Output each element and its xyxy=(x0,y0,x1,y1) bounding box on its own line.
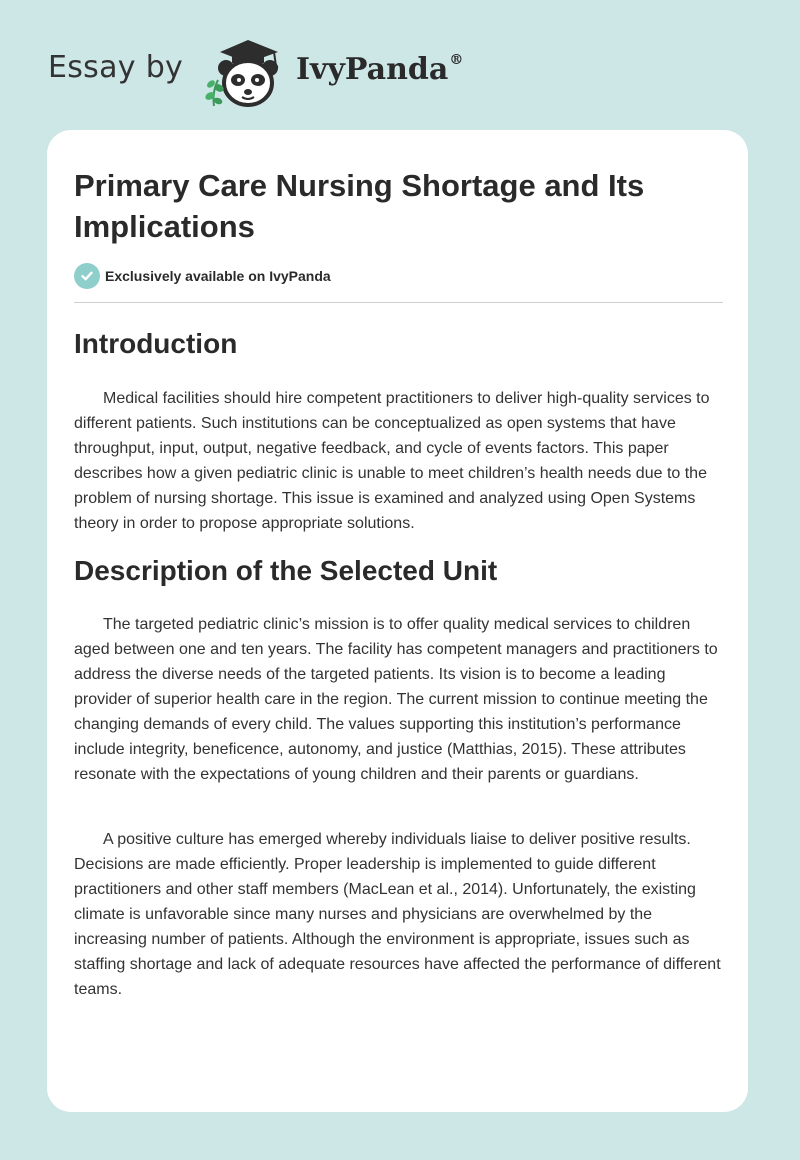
exclusive-label: Exclusively available on IvyPanda xyxy=(105,268,331,284)
essay-by-label: Essay by xyxy=(48,50,184,85)
section-heading-introduction: Introduction xyxy=(74,328,238,359)
essay-card xyxy=(47,130,748,1112)
paragraph-selected-unit-2: A positive culture has emerged whereby individuals liaise to deliver positive results. Decisions are made efficiently. Proper leadership is implemented to guide different practitioners and other staff members (MacLean et al., 2014). Unfortunately, the existing climate is unfavorable since many nurses and physicians are overwhelmed by the increasing number of patients. Although the environment is appropriate, issues such as staffing shortage and lack of adequate resources have affected the performance of different teams. xyxy=(74,831,721,998)
exclusive-badge xyxy=(74,263,331,289)
brand-name[interactable] xyxy=(296,52,463,87)
paragraph-selected-unit-1: The targeted pediatric clinic’s mission is to offer quality medical services to children aged between one and ten years. The facility has competent managers and practitioners to address the diverse needs of the targeted patients. Its vision is to become a leading provider of superior health care in the region. The current mission to continue meeting the changing demands of every child. The values supporting this institution’s performance include integrity, beneficence, autonomy, and justice (Matthias, 2015). These attributes resonate with the expectations of young children and their parents or guardians. xyxy=(74,616,718,783)
page-title: Primary Care Nursing Shortage and Its Implications xyxy=(74,168,645,244)
check-icon xyxy=(74,263,100,289)
section-heading-selected-unit: Description of the Selected Unit xyxy=(74,555,498,586)
registered-mark: ® xyxy=(449,52,464,68)
title-divider xyxy=(74,302,723,303)
paragraph-introduction: Medical facilities should hire competent practitioners to deliver high-quality services to different patients. Such institutions can be conceptualized as open systems that have throughput, input, output, negative feedback, and cycle of events factors. This paper describes how a given pediatric clinic is unable to meet children’s health needs due to the problem of nursing shortage. This issue is examined and analyzed using Open Systems theory in order to propose appropriate solutions. xyxy=(74,390,710,532)
ivypanda-logo-icon[interactable] xyxy=(200,36,292,110)
site-header xyxy=(0,0,800,130)
brand-text: IvyPanda xyxy=(296,52,449,87)
